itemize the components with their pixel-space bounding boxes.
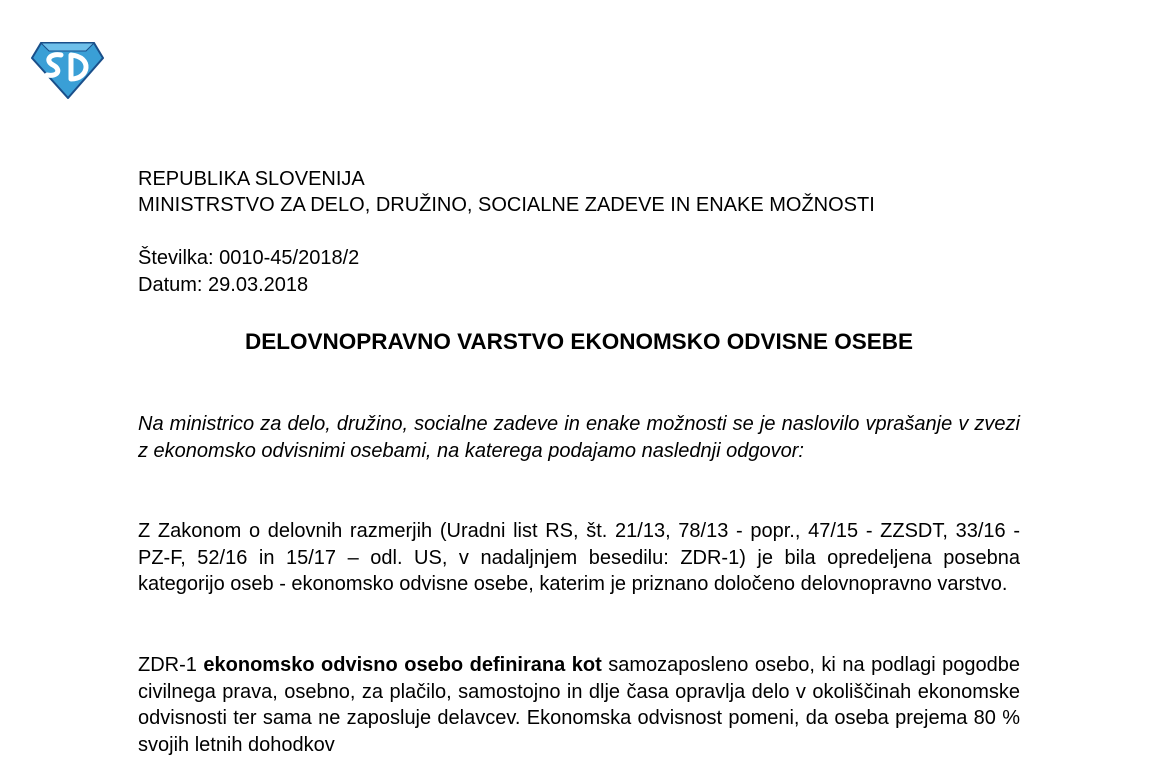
- document-meta: [138, 245, 359, 299]
- document-header: [138, 166, 875, 218]
- paragraph-2-prefix: ZDR-1: [138, 654, 204, 676]
- document-title: DELOVNOPRAVNO VARSTVO EKONOMSKO ODVISNE OSEBE: [244, 329, 913, 354]
- republic-name: REPUBLIKA SLOVENIJA: [138, 168, 365, 190]
- paragraph-2-bold-definition: ekonomsko odvisno osebo definirana kot: [203, 654, 602, 676]
- body-paragraph-1: Z Zakonom o delovnih razmerjih (Uradni list RS, št. 21/13, 78/13 - popr., 47/15 - ZZSDT, 33/16 - PZ-F, 52/16 in 15/17 – odl. US, v nadaljnjem besedilu: ZDR-1) je bila opredeljena posebna kategorijo oseb - ekonomsko odvisne osebe, katerim je priznano določeno delovnopravno varstvo.: [138, 520, 1020, 595]
- paragraph-2-rest: samozaposleno osebo, ki na podlagi pogodbe civilnega prava, osebno, za plačilo, samostojno in dlje časa opravlja delo v okoliščinah ekonomske odvisnosti ter sama ne zaposluje delavcev. Ekonomska odvisnost pomeni, da oseba prejema 80 % svojih letnih dohodkov: [138, 654, 1021, 756]
- ministry-name: MINISTRSTVO ZA DELO, DRUŽINO, SOCIALNE ZADEVE IN ENAKE MOŽNOSTI: [138, 194, 875, 216]
- body-paragraph-2: [138, 652, 1020, 758]
- intro-paragraph: Na ministrico za delo, družino, socialne zadeve in enake možnosti se je naslovilo vprašanje v zvezi z ekonomsko odvisnimi osebami, na katerega podajamo naslednji odgovor:: [138, 413, 1020, 462]
- document-number: Številka: 0010-45/2018/2: [138, 247, 360, 269]
- document-date: Datum: 29.03.2018: [138, 274, 309, 296]
- logo-diamond-facet: [41, 43, 94, 51]
- ministry-logo: [31, 41, 104, 99]
